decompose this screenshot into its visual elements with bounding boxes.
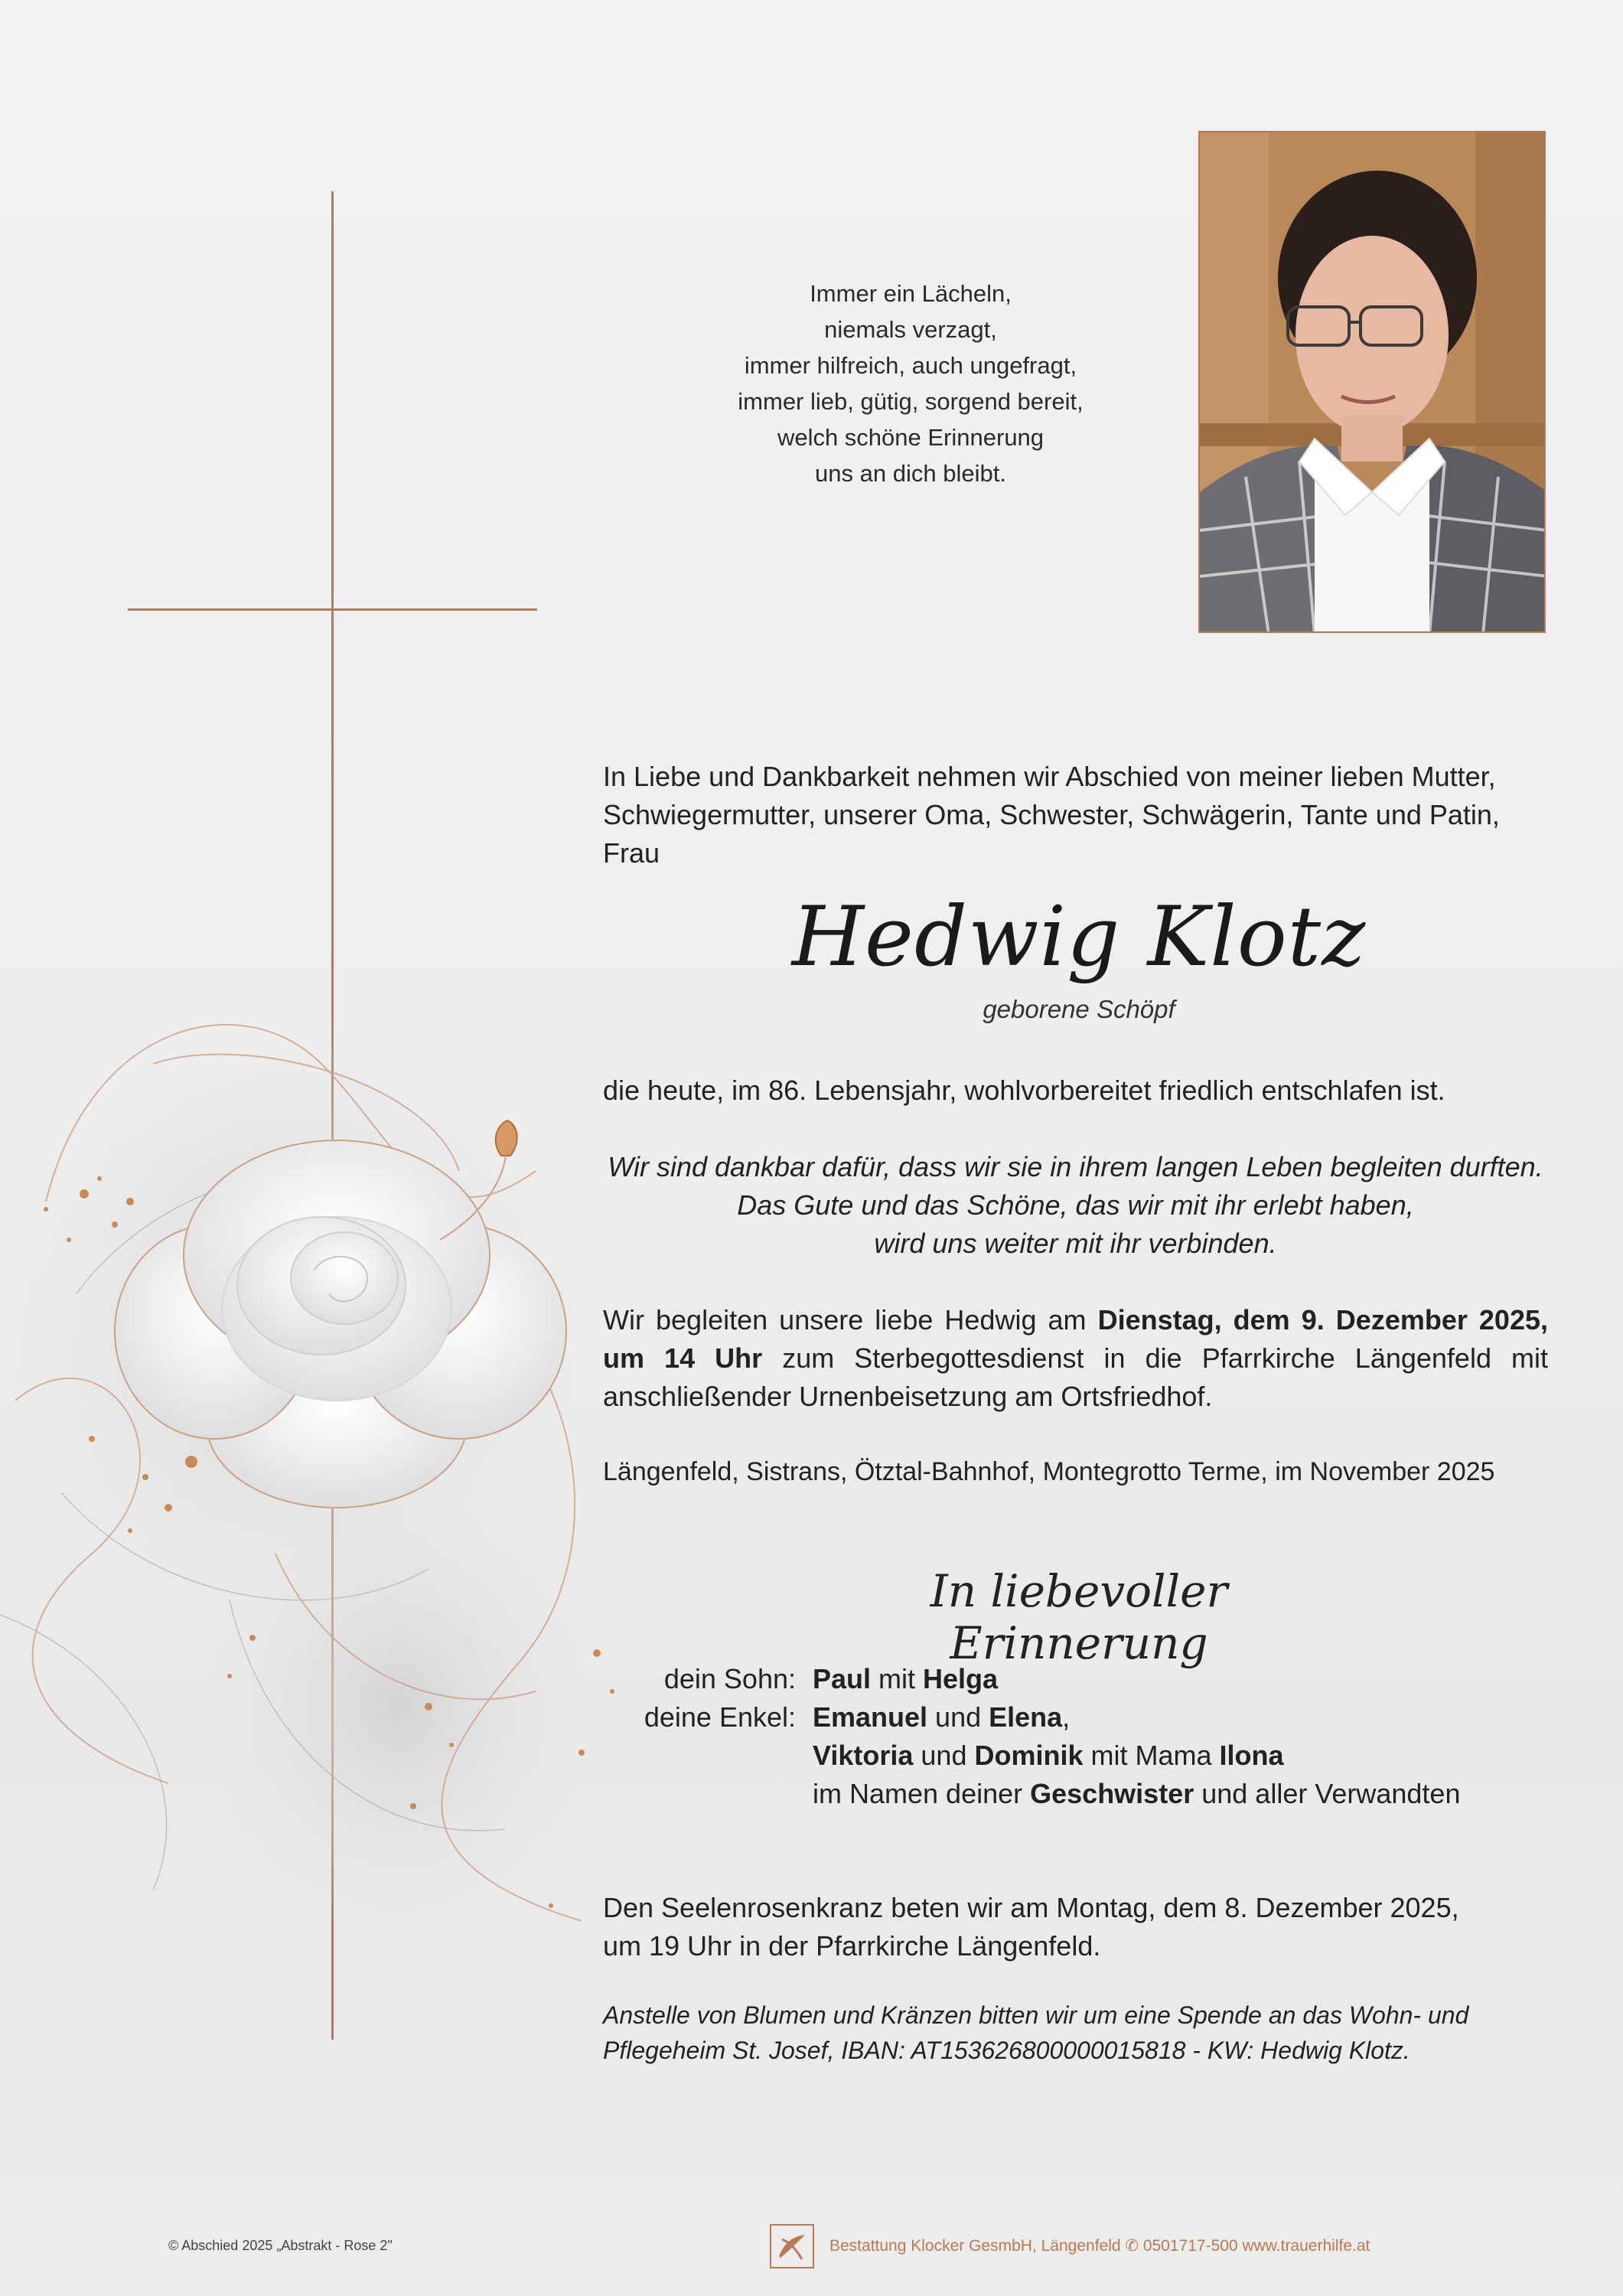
connector-text: und	[913, 1740, 975, 1771]
funeral-details	[603, 1301, 1548, 1416]
son-label: dein Sohn:	[663, 1663, 796, 1694]
grandchildren-label: deine Enkel:	[644, 1701, 796, 1733]
poem-line: Immer ein Lächeln,	[810, 280, 1012, 307]
funeral-pre: Wir begleiten unsere liebe Hedwig am	[603, 1304, 1098, 1336]
grandchild-name: Viktoria	[813, 1740, 914, 1771]
rosary-line: um 19 Uhr in der Pfarrkirche Längenfeld.	[603, 1930, 1101, 1962]
siblings-line	[813, 1775, 1460, 1813]
cross-horizontal-line	[128, 608, 537, 611]
grandchildren-line-1	[813, 1698, 1070, 1737]
funeral-home-contact: Bestattung Klocker GesmbH, Längenfeld ✆ 0501717-500 www.trauerhilfe.at	[829, 2237, 1370, 2255]
quote-line: Das Gute und das Schöne, das wir mit ihr erlebt haben,	[737, 1189, 1414, 1221]
donation-line: Anstelle von Blumen und Kränzen bitten wir um eine Spende an das Wohn- und	[603, 2001, 1469, 2029]
intro-line: In Liebe und Dankbarkeit nehmen wir Abschied von meiner lieben Mutter,	[603, 761, 1496, 792]
poem-line: immer lieb, gütig, sorgend bereit,	[738, 388, 1084, 415]
donation-request	[603, 1998, 1548, 2068]
intro-line: Frau	[603, 837, 660, 869]
grandchild-name: Elena	[989, 1701, 1063, 1733]
siblings: Geschwister	[1030, 1778, 1194, 1809]
donation-line: Pflegeheim St. Josef, IBAN: AT153626800000015818 - KW: Hedwig Klotz.	[603, 2037, 1410, 2064]
rosary-notice	[603, 1889, 1548, 1965]
poem-line: niemals verzagt,	[824, 316, 997, 343]
connector-text: und aller Verwandten	[1194, 1778, 1461, 1809]
rosary-line: Den Seelenrosenkranz beten wir am Montag, dem 8. Dezember 2025,	[603, 1892, 1459, 1923]
grandchild-name: Dominik	[974, 1740, 1084, 1771]
places-and-date: Längenfeld, Sistrans, Ötztal-Bahnhof, Montegrotto Terme, im November 2025	[603, 1457, 1495, 1486]
son-partner: Helga	[923, 1663, 999, 1694]
connector-text: mit	[871, 1663, 924, 1694]
maiden-name: geborene Schöpf	[983, 995, 1175, 1023]
intro-line: Schwiegermutter, unserer Oma, Schwester, Schwägerin, Tante und Patin,	[603, 799, 1500, 830]
funeral-home-logo-icon	[770, 2224, 814, 2268]
son-name: Paul	[813, 1663, 872, 1694]
funeral-date: Dienstag, dem 9. Dezember 2025,	[1097, 1304, 1549, 1336]
rose-decoration	[0, 972, 658, 1967]
son-line	[813, 1660, 998, 1698]
connector-text: und	[927, 1701, 989, 1733]
funeral-post: zum Sterbegottesdienst in die Pfarrkirche Längenfeld mit anschließender Urnenbeisetzung am Ortsfriedhof.	[603, 1342, 1549, 1412]
poem-line: uns an dich bleibt.	[815, 460, 1006, 487]
gratitude-quote	[603, 1148, 1548, 1263]
quote-line: Wir sind dankbar dafür, dass wir sie in ihrem langen Leben begleiten durften.	[608, 1151, 1543, 1182]
poem	[666, 276, 1155, 491]
template-credit: © Abschied 2025 „Abstrakt - Rose 2"	[168, 2238, 393, 2253]
poem-line: welch schöne Erinnerung	[777, 424, 1045, 451]
quote-line: wird uns weiter mit ihr verbinden.	[874, 1228, 1277, 1259]
portrait-photo	[1198, 131, 1546, 633]
connector-text: mit Mama	[1083, 1740, 1220, 1771]
connector-text: im Namen deiner	[813, 1778, 1031, 1809]
grandchildren-mother: Ilona	[1219, 1740, 1284, 1771]
grandchildren-line-2	[813, 1737, 1284, 1775]
intro-text	[603, 758, 1548, 872]
poem-line: immer hilfreich, auch ungefragt,	[744, 352, 1077, 379]
grandchild-name: Emanuel	[813, 1701, 928, 1733]
death-notice-text: die heute, im 86. Lebensjahr, wohlvorbereitet friedlich entschlafen ist.	[603, 1075, 1445, 1106]
memory-heading: In liebevoller Erinnerung	[930, 1565, 1228, 1669]
connector-text: ,	[1062, 1701, 1071, 1733]
deceased-name: Hedwig Klotz	[791, 889, 1367, 985]
funeral-time: um 14 Uhr	[603, 1342, 763, 1374]
